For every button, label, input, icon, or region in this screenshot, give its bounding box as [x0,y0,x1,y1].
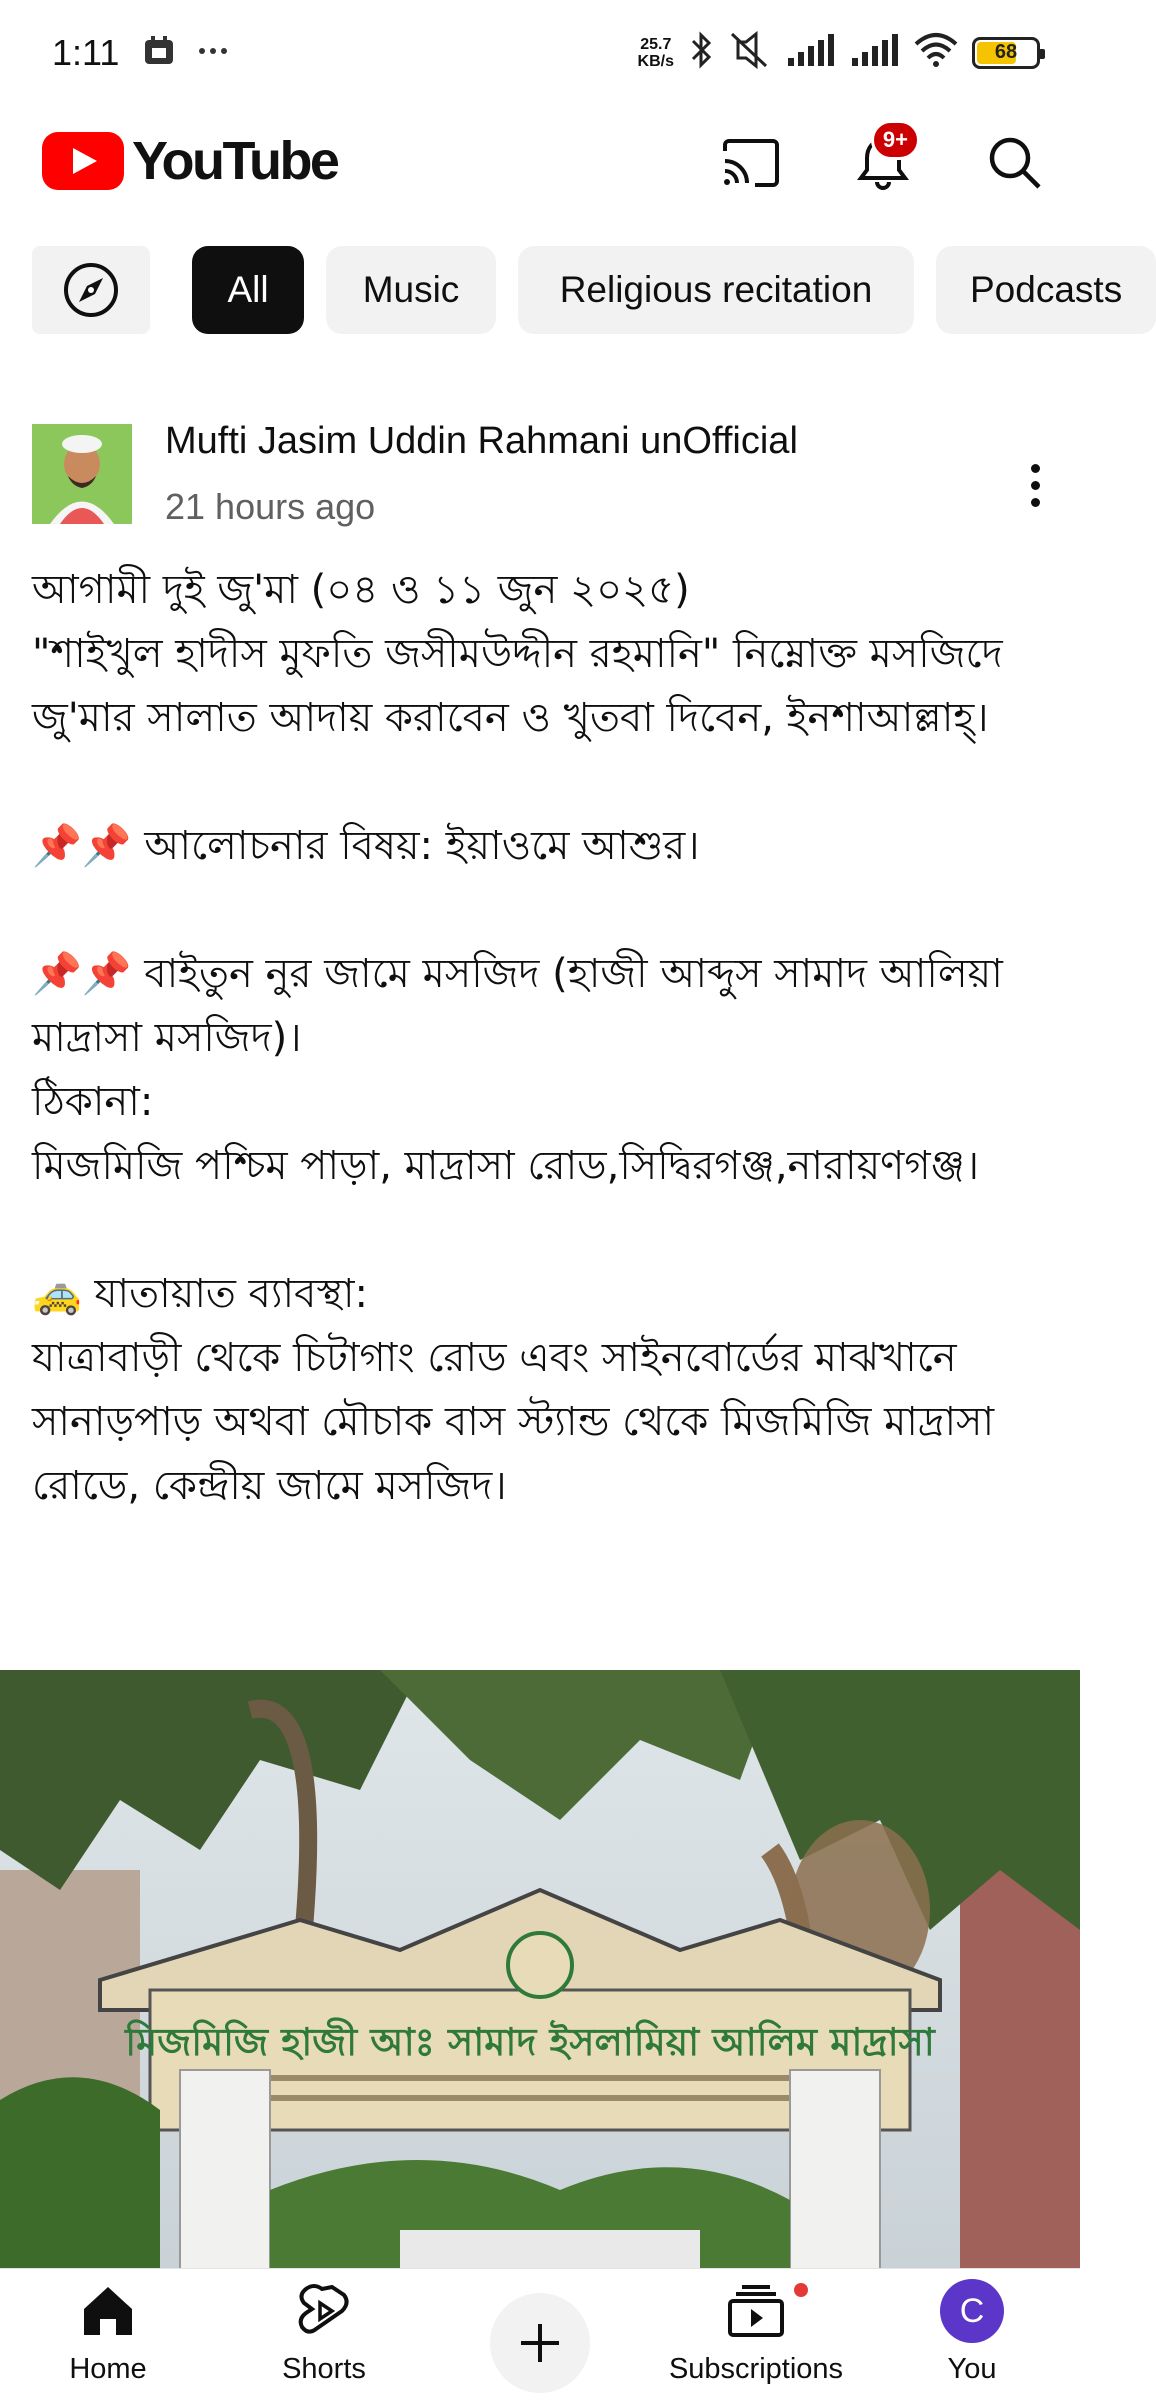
battery-indicator: 68 [972,37,1040,69]
wifi-icon [914,32,958,73]
cast-button[interactable] [716,128,786,198]
chip-all[interactable]: All [192,246,304,334]
bottom-navigation [0,2268,1080,2400]
new-content-dot [792,2281,810,2299]
signal-icon [850,32,900,73]
network-speed: 25.7 KB/s [637,35,674,70]
status-time: 1:11 [52,32,120,73]
nav-you[interactable]: C You [872,2279,1072,2399]
post-line [32,878,1052,942]
post-line: 🚕 যাতায়াত ব্যাবস্থা: [32,1271,368,1317]
post-more-options-button[interactable] [1010,450,1060,520]
notifications-button[interactable] [848,128,918,198]
chip-podcasts[interactable]: Podcasts [936,246,1156,334]
post-header [0,420,1080,540]
post-text [32,558,1052,1518]
channel-name[interactable]: Mufti Jasim Uddin Rahmani unOfficial [165,420,798,462]
mute-icon [728,30,772,75]
compass-icon [61,260,121,320]
search-button[interactable] [980,128,1050,198]
filter-chips [0,246,1123,336]
post-timestamp: 21 hours ago [165,486,376,527]
cast-icon [721,137,781,189]
plus-icon [515,2318,565,2368]
explore-chip[interactable] [32,246,150,334]
nav-home[interactable]: Home [8,2279,208,2399]
user-avatar: C [940,2279,1004,2343]
chip-music[interactable]: Music [326,246,496,334]
post-image[interactable] [0,1670,1080,2270]
status-bar [0,0,1080,100]
post-line: মিজমিজি পশ্চিম পাড়া, মাদ্রাসা রোড,সিদ্বিরগঞ্জ,নারায়ণগঞ্জ। [32,1143,980,1189]
post-line: 📌📌 বাইতুন নুর জামে মসজিদ (হাজী আব্দুস সামাদ আলিয়া মাদ্রাসা মসজিদ)। [32,951,1016,1061]
youtube-logo[interactable]: YouTube [42,130,337,192]
more-dots-icon [196,34,230,73]
search-icon [987,135,1043,191]
post-line: যাত্রাবাড়ী থেকে চিটাগাং রোড এবং সাইনবোর্ডের মাঝখানে সানাড়পাড় অথবা মৌচাক বাস স্ট্যান্ড থেকে মিজমিজি মাদ্রাসা রোডে, কেন্দ্রীয় জামে মসজিদ। [32,1335,1007,1509]
shorts-icon [292,2279,356,2343]
post-line: ঠিকানা: [32,1079,154,1125]
nav-subscriptions[interactable]: Subscriptions [656,2279,856,2399]
post-line: আগামী দুই জু'মা (০৪ ও ১১ জুন ২০২৫) [32,567,690,613]
create-button[interactable] [490,2293,590,2393]
notification-badge: 9+ [871,120,920,160]
bluetooth-icon [688,30,714,75]
post-line: "শাইখুল হাদীস মুফতি জসীমউদ্দীন রহমানি" নিম্নোক্ত মসজিদে জু'মার সালাত আদায় করাবেন ও খুতবা দিবেন, ইনশাআল্লাহ্। [32,631,1016,741]
more-vert-icon [1031,464,1040,473]
gallery-icon [142,34,176,73]
gate-sign-text: মিজমিজি হাজী আঃ সামাদ ইসলামিয়া আলিম মাদ্রাসা [125,2020,935,2064]
post-line [32,750,1052,814]
chip-religious-recitation[interactable]: Religious recitation [518,246,914,334]
subscriptions-icon [724,2279,788,2343]
nav-shorts[interactable]: Shorts [224,2279,424,2399]
home-icon [76,2279,140,2343]
post-line: 📌📌 আলোচনার বিষয়: ইয়াওমে আশুর। [32,823,700,869]
signal-icon [786,32,836,73]
youtube-play-icon [42,132,124,190]
channel-avatar[interactable] [32,424,132,524]
post-line [32,1198,1052,1262]
app-header [0,110,1080,210]
